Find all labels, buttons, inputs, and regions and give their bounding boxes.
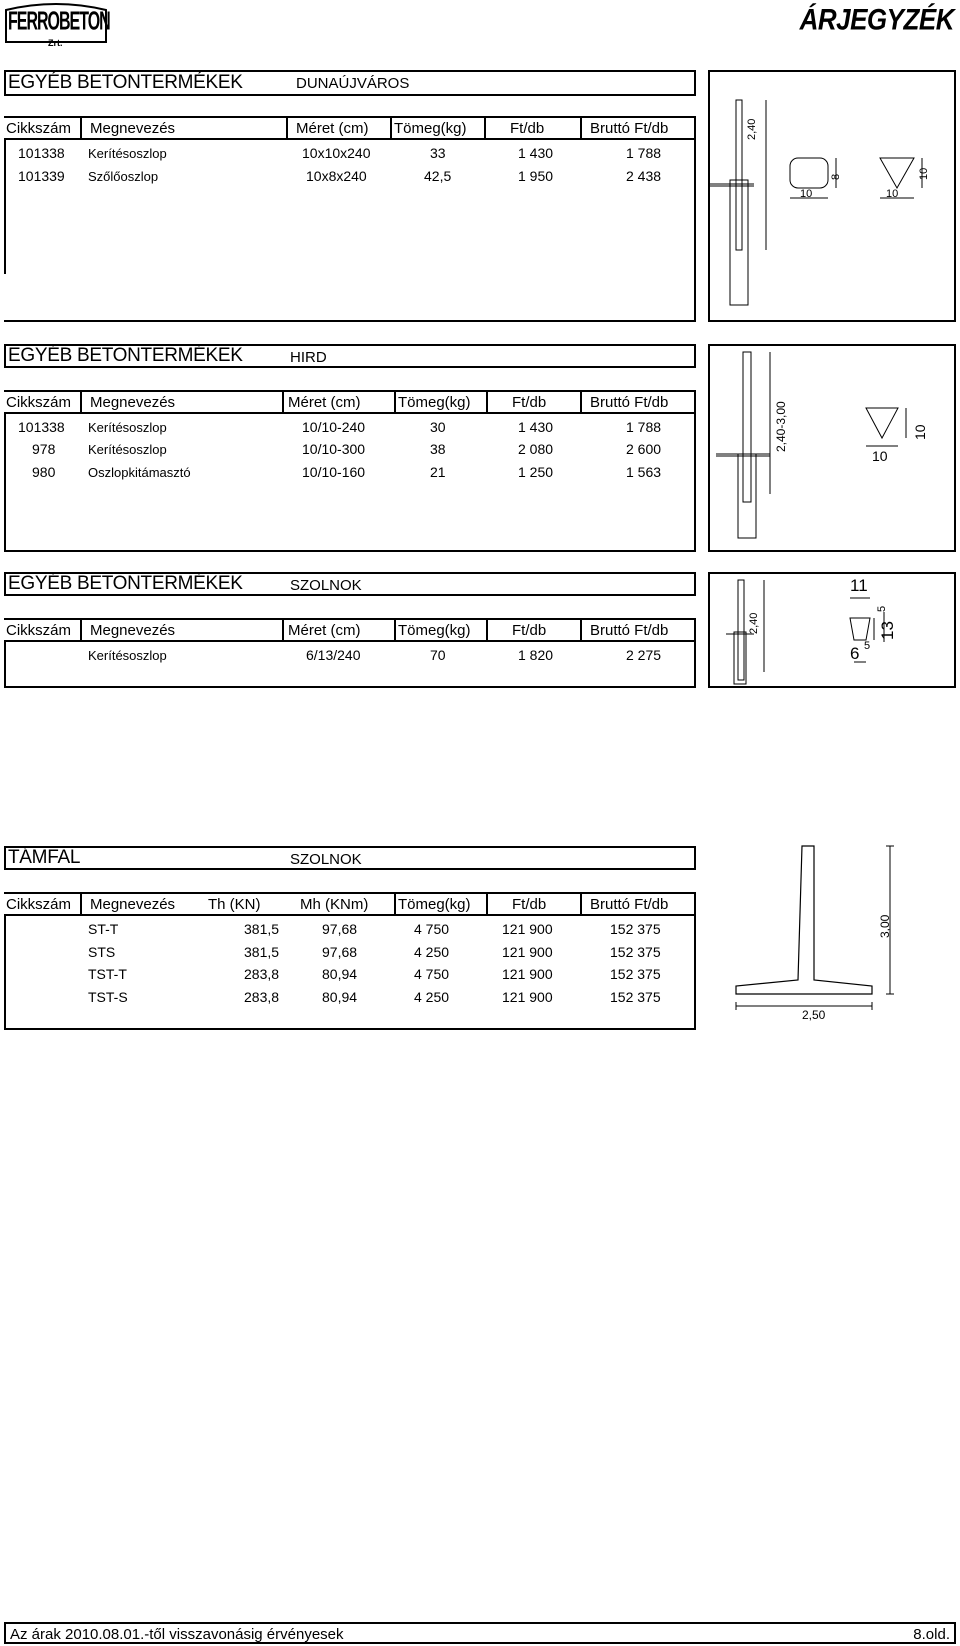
col-ft: Ft/db [512,896,547,913]
cell-tomeg: 4 750 [414,921,450,937]
section-title: TÁMFAL [8,847,81,868]
cell-megnevezes: Kerítésoszlop [88,146,167,161]
col-ft: Ft/db [510,120,545,137]
doc-title: ÁRJEGYZÉK [799,1,954,37]
col-brutto: Bruttó Ft/db [590,120,669,137]
section-title: EGYÉB BETONTERMÉKEK [8,345,243,366]
cell-brutto: 152 375 [610,989,661,1005]
cell-cikkszam: 101338 [18,145,65,161]
cell-meret: 10/10-240 [302,419,366,435]
logo-sub: Zrt. [48,38,63,48]
cell-ft: 121 900 [502,989,553,1005]
col-megnevezes: Megnevezés [90,896,176,913]
cell-megnevezes: Szőlőoszlop [88,169,159,184]
cell-brutto: 2 438 [626,168,662,184]
col-th: Th (KN) [208,896,261,913]
cell-cikkszam: 980 [32,464,56,480]
col-ft: Ft/db [512,622,547,639]
fence-post-drawing [708,70,956,322]
col-megnevezes: Megnevezés [90,394,176,411]
col-brutto: Bruttó Ft/db [590,394,669,411]
section-location: HIRD [290,349,327,366]
cell-th: 381,5 [244,921,280,937]
col-tomeg: Tömeg(kg) [394,120,467,137]
cell-megnevezes: Kerítésoszlop [88,648,167,663]
cell-tomeg: 70 [430,647,446,663]
logo-text: FERROBETON [8,8,110,36]
cell-ft: 1 430 [518,145,554,161]
dim-height: 2,40-3,00 [774,401,788,452]
cell-meret: 10/10-300 [302,441,366,457]
dim-triangle-width: 10 [886,188,899,200]
cell-meret: 6/13/240 [306,647,361,663]
col-brutto: Bruttó Ft/db [590,622,669,639]
section-title: EGYÉB BETONTERMÉKEK [8,573,243,594]
section-location: SZOLNOK [290,577,362,594]
cell-ft: 1 820 [518,647,554,663]
logo [4,2,108,50]
cell-mh: 80,94 [322,966,358,982]
col-tomeg: Tömeg(kg) [398,622,471,639]
cell-brutto: 152 375 [610,921,661,937]
cell-megnevezes: Kerítésoszlop [88,420,167,435]
cell-ft: 1 430 [518,419,554,435]
cell-brutto: 2 275 [626,647,662,663]
cell-th: 381,5 [244,944,280,960]
dim-bottom-sup: 5 [864,640,871,652]
cell-ft: 121 900 [502,944,553,960]
section-location: DUNAÚJVÁROS [296,75,410,92]
dim-triangle-width: 10 [872,448,888,464]
cell-meret: 10x8x240 [306,168,367,184]
cell-tomeg: 38 [430,441,446,457]
cell-brutto: 152 375 [610,966,661,982]
page-number: 8.old. [913,1626,950,1643]
cell-cikkszam: 978 [32,441,56,457]
cell-brutto: 2 600 [626,441,662,457]
col-brutto: Bruttó Ft/db [590,896,669,913]
dim-width: 2,50 [802,1008,826,1022]
cell-megnevezes: TST-T [88,966,127,982]
fence-post-drawing [708,344,956,552]
cell-ft: 121 900 [502,966,553,982]
cell-cikkszam: 101339 [18,168,65,184]
cell-mh: 97,68 [322,944,358,960]
col-meret: Méret (cm) [288,622,361,639]
cell-th: 283,8 [244,966,280,982]
dim-top: 11 [850,576,868,595]
cell-brutto: 1 788 [626,145,662,161]
fence-post-drawing [708,572,956,688]
cell-megnevezes: ST-T [88,921,119,937]
col-tomeg: Tömeg(kg) [398,896,471,913]
cell-tomeg: 33 [430,145,446,161]
cell-ft: 2 080 [518,441,554,457]
dim-height: 2,40 [746,118,758,140]
cell-meret: 10/10-160 [302,464,366,480]
cell-ft: 1 950 [518,168,554,184]
cell-megnevezes: STS [88,944,116,960]
cell-tomeg: 42,5 [424,168,452,184]
dim-triangle-height: 10 [918,167,930,180]
cell-tomeg: 4 750 [414,966,450,982]
cell-tomeg: 30 [430,419,446,435]
col-cikkszam: Cikkszám [6,896,72,913]
section-location: SZOLNOK [290,851,362,868]
footer [4,1622,956,1644]
cell-mh: 97,68 [322,921,358,937]
cell-cikkszam: 101338 [18,419,65,435]
col-meret: Méret (cm) [288,394,361,411]
dim-bottom: 6 [850,644,860,663]
section-title: EGYÉB BETONTERMÉKEK [8,72,243,93]
cell-tomeg: 4 250 [414,989,450,1005]
col-meret: Méret (cm) [296,120,369,137]
cell-tomeg: 4 250 [414,944,450,960]
col-cikkszam: Cikkszám [6,394,72,411]
cell-tomeg: 21 [430,464,446,480]
col-mh: Mh (KNm) [300,896,369,913]
dim-height: 2,40 [748,612,760,634]
cell-megnevezes: Kerítésoszlop [88,442,167,457]
col-tomeg: Tömeg(kg) [398,394,471,411]
col-megnevezes: Megnevezés [90,120,176,137]
cell-megnevezes: Oszlopkitámasztó [88,465,191,480]
cell-brutto: 152 375 [610,944,661,960]
cell-ft: 1 250 [518,464,554,480]
dim-right-sup: 5 [876,605,888,612]
col-cikkszam: Cikkszám [6,622,72,639]
dim-triangle-height: 10 [912,424,928,440]
col-cikkszam: Cikkszám [6,120,72,137]
cell-th: 283,8 [244,989,280,1005]
col-megnevezes: Megnevezés [90,622,176,639]
dim-width: 10 [800,188,813,200]
col-ft: Ft/db [512,394,547,411]
dim-height: 3,00 [878,914,892,938]
cell-brutto: 1 563 [626,464,662,480]
cell-mh: 80,94 [322,989,358,1005]
cell-ft: 121 900 [502,921,553,937]
retaining-wall-drawing [736,846,936,1026]
footer-validity: Az árak 2010.08.01.-től visszavonásig érvényesek [10,1626,344,1643]
cell-brutto: 1 788 [626,419,662,435]
dim-depth: 8 [830,173,842,180]
dim-right: 13 [878,621,897,640]
cell-meret: 10x10x240 [302,145,371,161]
cell-megnevezes: TST-S [88,989,128,1005]
